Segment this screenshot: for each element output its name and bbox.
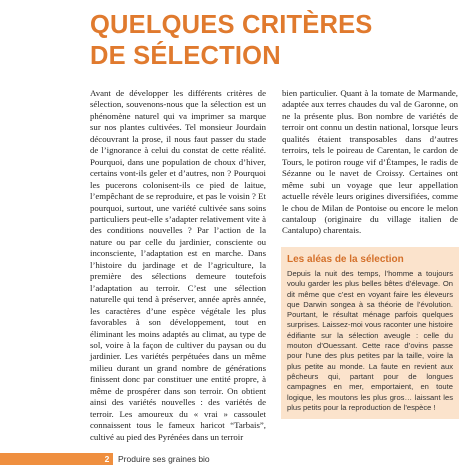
body-text-left-column: Avant de développer les différents critères de sélection, souvenons-nous que la sélection est un phénomène naturel qui va imprimer sa marque sur nos plantes cultivées. Tel monsieur Jourdain découvrant la prose, il nous faut passer du stade de l’ignorance à celui du constat de cette réalité. Pourquoi, dans une population de choux d’hiver, certains vont-ils geler et d’autres, non ? Pourquoi les pucerons colonisent-ils ce pied de laitue, l’empêchant de se reproduire, et pas le voisin ? Et pourquoi, surtout, une variété cultivée sans soins particuliers peut-elle s’adapter relativement vite à des conditions nouvelles ? Par l’action de la nature ou par celle du jardinier, consciente ou inconsciente, l’adaptation est en marche. Dans l’histoire du jardinage et de l’agriculture, la première des sélections demeure toutefois l’adaptation au terroir. C’est une sélection naturelle qui tend à préserver, année après année, les caractères d’une espèce végétale les plus favorables à son développement, tout en éliminant les moins adaptés au climat, au type de sol, voire à la façon de cultiver du paysan ou du jardinier. Les variétés perpétuées dans un même milieu durant un grand nombre de générations finissent donc par constituer une entité propre, à même de prospérer dans son terroir. On obtient ainsi des variétés nouvelles : des variétés de terroir. Les amoureux du « vrai » cassoulet connaissent tous le fameux haricot “Tarbais”, cultivé au pied des Pyrénées dans un terroir (90, 88, 266, 442)
page-number: 2 (104, 454, 110, 464)
body-text-right-column: bien particulier. Quant à la tomate de Marmande, adaptée aux terres chaudes du val de Garonne, on ne la présente plus. Bon nombre de variétés de terroir ont connu un destin national, lorsque leurs qualités étaient transposables dans d’autres terroirs, tels le poireau de Carentan, le cardon de Tours, le potiron rouge vif d’Étampes, le radis de Sézanne ou le navet de Croissy. Certaines ont même subi un voyage que leur appellation actuelle révèle leurs origines diversifiées, comme le chou de Milan de Pontoise ou encore le melon cantaloup (originaire du village italien de Cantalupo) charentais. (282, 88, 458, 236)
running-footer-title: Produire ses graines bio (118, 454, 210, 464)
sidebar-box (281, 247, 459, 419)
chapter-title-line-1: QUELQUES CRITÈRES (90, 11, 373, 39)
sidebar-box-title: Les aléas de la sélection (287, 254, 404, 265)
chapter-title-line-2: DE SÉLECTION (90, 42, 281, 70)
sidebar-box-text: Depuis la nuit des temps, l’homme a toujours voulu garder les plus belles bêtes d’élevage. On dit même que c’est en voyant faire les éleveurs que Darwin songea à sa théorie de l’évolution. Pourtant, le résultat ménage parfois quelques surprises. Laissez-moi vous raconter une histoire édifiante sur la sélection aveugle : celle du mouton d’Ouessant. Cette race d’ovins passe pour l’une des plus petites par la taille, voire la plus petite au monde. La faute en revient aux pêcheurs qui, partant pour de longues campagnes en mer, emportaient, en toute logique, les moutons les plus gros… laissant les plus petits pour la reproduction de l’espèce ! (287, 269, 453, 412)
footer-accent-bar (0, 453, 113, 465)
chapter-title (90, 10, 450, 72)
